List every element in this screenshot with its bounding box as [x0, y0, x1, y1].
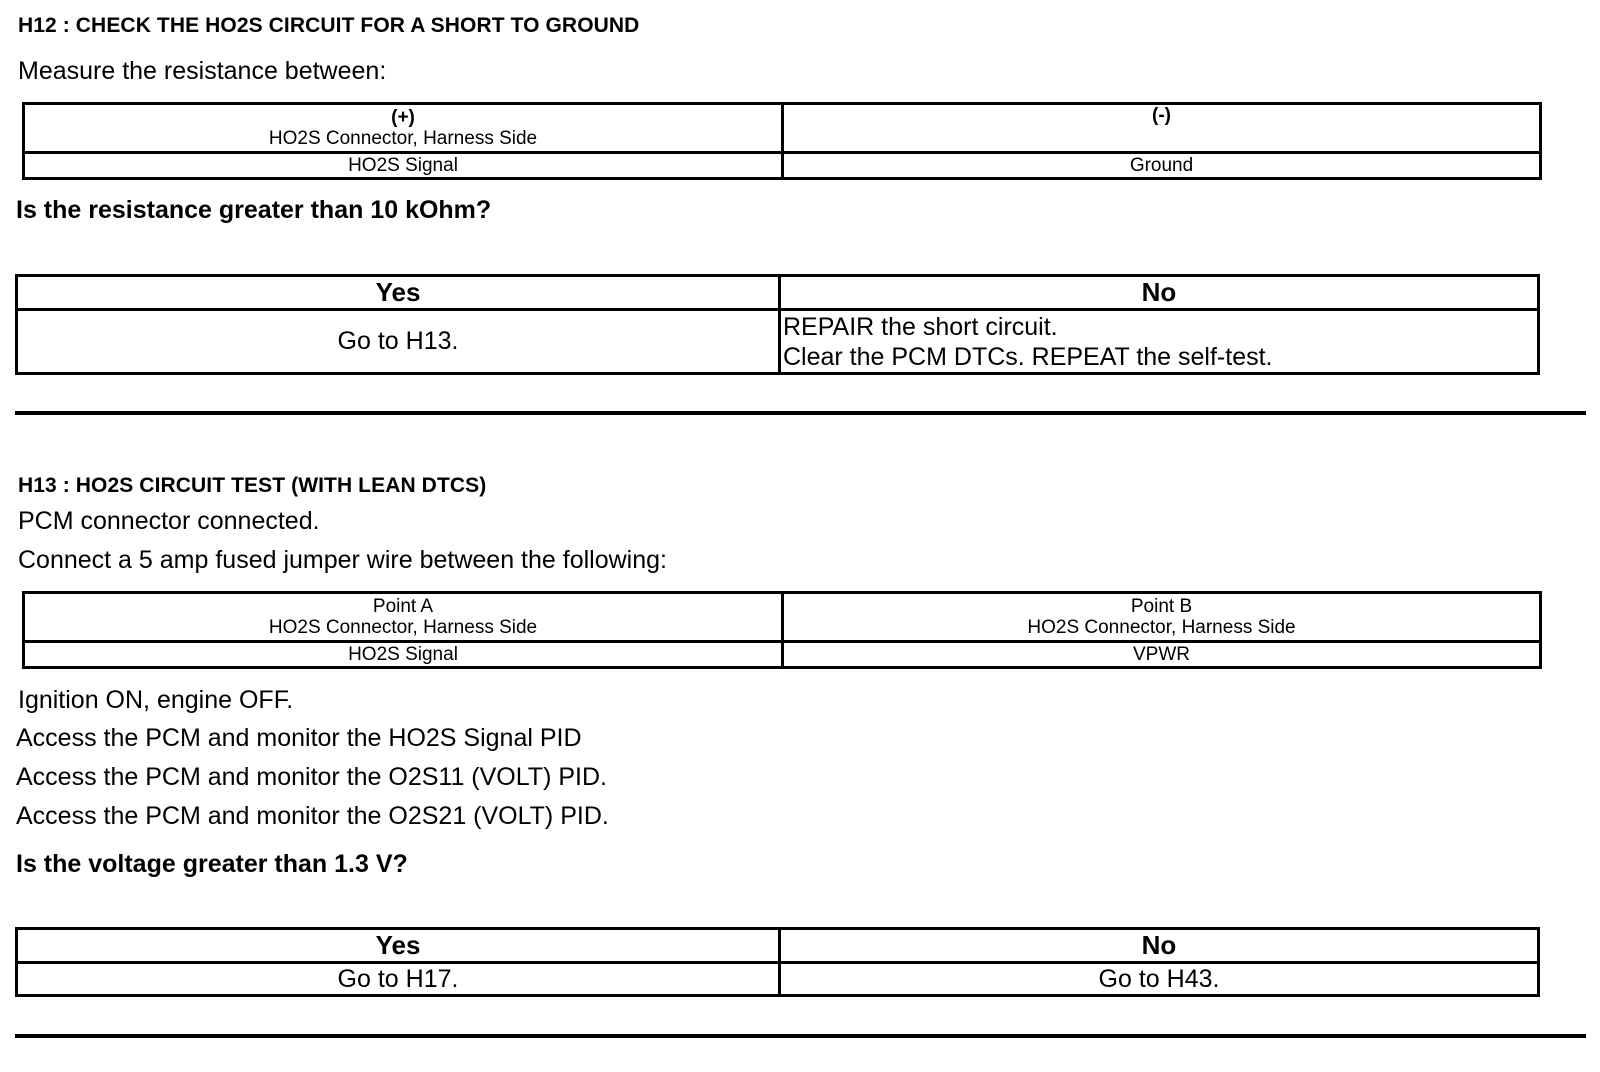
h13-jumper-value-a: HO2S Signal — [24, 642, 783, 668]
h13-step-monitor-o2s11: Access the PCM and monitor the O2S11 (VOLT) PID. — [16, 763, 607, 791]
h12-no-action: REPAIR the short circuit. Clear the PCM DTCs. REPEAT the self-test. — [780, 310, 1539, 374]
h13-no-header: No — [780, 929, 1539, 963]
section-divider-bottom — [15, 1034, 1586, 1038]
h12-measure-value-positive: HO2S Signal — [24, 153, 783, 179]
h13-step-ignition: Ignition ON, engine OFF. — [18, 686, 294, 714]
h12-measure-value-negative: Ground — [783, 153, 1541, 179]
h13-yes-action: Go to H17. — [17, 963, 780, 996]
h13-step-monitor-o2s21: Access the PCM and monitor the O2S21 (VOLT) PID. — [16, 802, 609, 830]
h12-no-header: No — [780, 276, 1539, 310]
h13-yes-header: Yes — [17, 929, 780, 963]
h13-step-jumper: Connect a 5 amp fused jumper wire between the following: — [18, 546, 667, 574]
h13-title: H13 : HO2S CIRCUIT TEST (WITH LEAN DTCS) — [18, 474, 487, 497]
h12-question: Is the resistance greater than 10 kOhm? — [16, 196, 492, 224]
h12-instruction: Measure the resistance between: — [18, 57, 387, 85]
h13-step-monitor-signal: Access the PCM and monitor the HO2S Signal PID — [16, 724, 582, 752]
h12-title: H12 : CHECK THE HO2S CIRCUIT FOR A SHORT TO GROUND — [18, 14, 640, 37]
h12-yes-header: Yes — [17, 276, 780, 310]
h13-jumper-header-b: Point B HO2S Connector, Harness Side — [783, 593, 1541, 642]
h13-jumper-header-a: Point A HO2S Connector, Harness Side — [24, 593, 783, 642]
h13-no-action: Go to H43. — [780, 963, 1539, 996]
h13-jumper-value-b: VPWR — [783, 642, 1541, 668]
h13-result-table — [15, 927, 1540, 997]
h12-yes-action: Go to H13. — [17, 310, 780, 374]
h12-result-table — [15, 274, 1540, 375]
h13-step-connector: PCM connector connected. — [18, 507, 320, 535]
h13-jumper-table — [22, 591, 1542, 669]
h13-question: Is the voltage greater than 1.3 V? — [16, 850, 408, 878]
h12-measure-table — [22, 102, 1542, 180]
section-divider — [15, 411, 1586, 415]
h12-measure-header-negative: (-) — [783, 104, 1541, 153]
h12-measure-header-positive: (+) HO2S Connector, Harness Side — [24, 104, 783, 153]
